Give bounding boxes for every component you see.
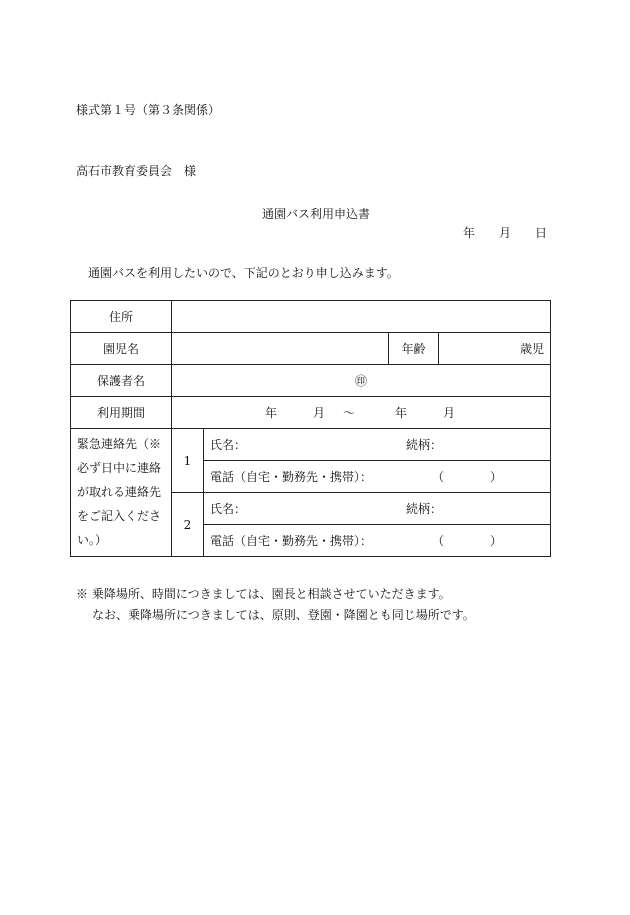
child-name-label: 園児名 xyxy=(71,333,172,365)
row-guardian xyxy=(71,365,551,397)
guardian-field[interactable] xyxy=(172,365,551,397)
period-tilde: ～ xyxy=(343,406,356,420)
contact-index-1: 1 xyxy=(172,429,204,493)
date-line xyxy=(463,224,547,241)
guardian-label: 保護者名 xyxy=(71,365,172,397)
application-form-table xyxy=(70,300,551,557)
intro-text: 通園バスを利用したいので、下記のとおり申し込みます。 xyxy=(88,266,399,280)
contact-1-name-label: 氏名： xyxy=(210,438,247,452)
contact-index-2: 2 xyxy=(172,493,204,557)
address-field[interactable] xyxy=(172,301,551,333)
date-year: 年 xyxy=(463,226,476,240)
seal-mark: ㊞ xyxy=(354,374,367,388)
period-field[interactable] xyxy=(172,397,551,429)
contact-1-phone-field[interactable] xyxy=(204,461,551,493)
contact-2-name-field[interactable] xyxy=(204,493,551,525)
document-title: 通園バス利用申込書 xyxy=(262,207,371,221)
contact-2-phone-field[interactable] xyxy=(204,525,551,557)
age-unit: 歳児 xyxy=(519,342,544,356)
contact-1-paren-close: ） xyxy=(490,470,503,484)
addressee: 高石市教育委員会 様 xyxy=(76,164,197,178)
age-field[interactable] xyxy=(439,333,551,365)
note-line-2: なお、乗降場所につきましては、原則、登園・降園とも同じ場所です。 xyxy=(92,608,475,622)
period-year-2: 年 xyxy=(395,406,408,420)
contact-2-phone-label: 電話（自宅・勤務先・携帯）： xyxy=(210,534,373,548)
period-month-1: 月 xyxy=(313,406,326,420)
emergency-contact-label: 緊急連絡先（※必ず日中に連絡が取れる連絡先をご記入ください。） xyxy=(71,429,172,557)
period-label: 利用期間 xyxy=(71,397,172,429)
contact-2-name-label: 氏名： xyxy=(210,502,247,516)
period-month-2: 月 xyxy=(443,406,456,420)
form-number: 様式第１号（第３条関係） xyxy=(76,103,221,117)
row-child-name xyxy=(71,333,551,365)
address-label: 住所 xyxy=(71,301,172,333)
row-contact-1-name xyxy=(71,429,551,461)
contact-2-paren-close: ） xyxy=(490,534,503,548)
contact-1-phone-label: 電話（自宅・勤務先・携帯）： xyxy=(210,470,373,484)
row-period xyxy=(71,397,551,429)
contact-1-relation-label: 続柄： xyxy=(406,438,443,452)
contact-2-paren-open: （ xyxy=(432,534,445,548)
contact-1-name-field[interactable] xyxy=(204,429,551,461)
age-label: 年齢 xyxy=(389,333,439,365)
contact-1-paren-open: （ xyxy=(432,470,445,484)
note-line-1: ※ 乗降場所、時間につきましては、園長と相談させていただきます。 xyxy=(76,587,451,601)
contact-2-relation-label: 続柄： xyxy=(406,502,443,516)
child-name-field[interactable] xyxy=(172,333,389,365)
row-address xyxy=(71,301,551,333)
date-day: 日 xyxy=(535,226,548,240)
date-month: 月 xyxy=(499,226,512,240)
period-year-1: 年 xyxy=(265,406,278,420)
